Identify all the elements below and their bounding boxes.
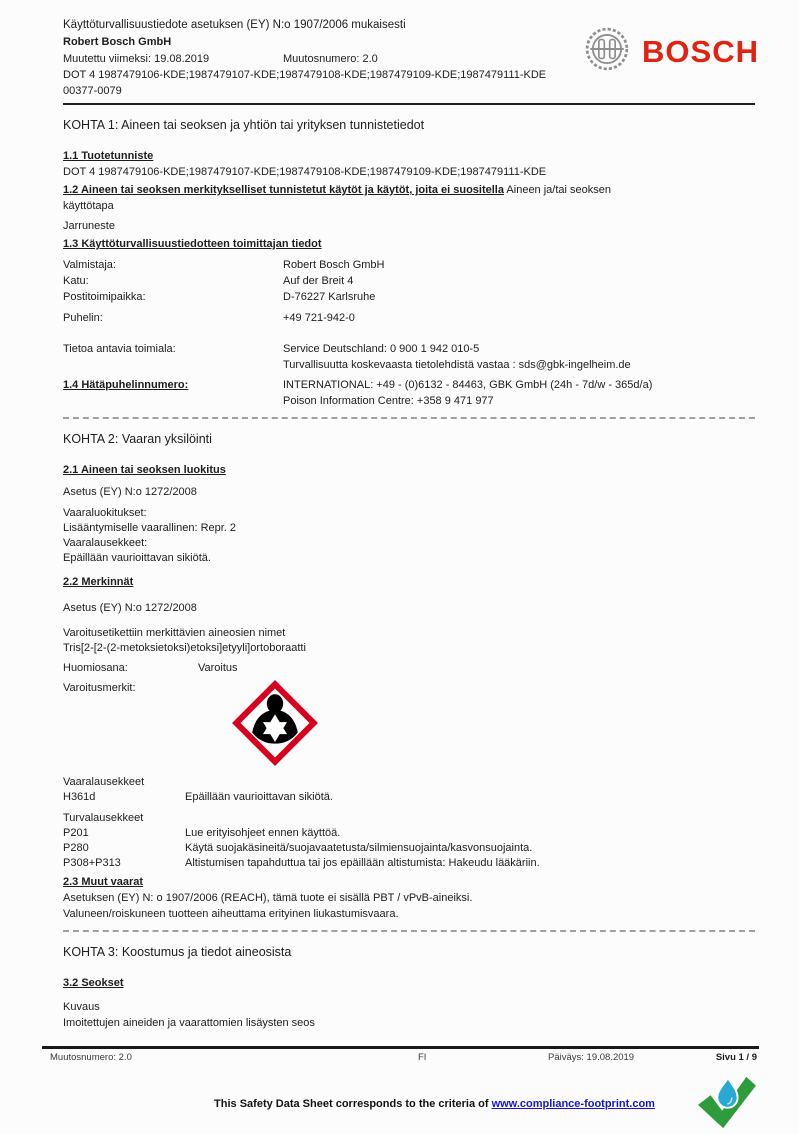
description-value: Imoitettujen aineiden ja vaarattomien lisäysten seos <box>63 1017 315 1029</box>
other-hazards-line1: Asetuksen (EY) N: o 1907/2006 (REACH), tämä tuote ei sisällä PBT / vPvB-aineiksi. <box>63 892 473 904</box>
section1-2-suffix: Aineen ja/tai seoksen <box>506 184 611 196</box>
supplier-label: Valmistaja: <box>63 259 116 271</box>
emergency-international: INTERNATIONAL: +49 - (0)6132 - 84463, GBK GmbH (24h - 7d/w - 365d/a) <box>283 379 653 391</box>
precaution-text: Altistumisen tapahduttua tai jos epäillään altistumista: Hakeudu lääkäriin. <box>185 857 540 869</box>
phone-value: +49 721-942-0 <box>283 312 355 324</box>
section1-2-title: 1.2 Aineen tai seoksen merkitykselliset tunnistetut käytöt ja käytöt, joita ei suositella <box>63 184 504 196</box>
hazard-statements-title: Vaaralausekkeet <box>63 776 145 788</box>
revised-date: Muutettu viimeksi: 19.08.2019 <box>63 53 210 65</box>
footer-language: FI <box>418 1052 427 1063</box>
section-divider <box>63 930 755 932</box>
precaution-text: Lue erityisohjeet ennen käyttöä. <box>185 827 341 839</box>
city-value: D-76227 Karlsruhe <box>283 291 376 303</box>
other-hazards-line2: Valuneen/roiskuneen tuotteen aiheuttama erityinen liukastumisvaara. <box>63 908 399 920</box>
use-of-substance: Jarruneste <box>63 220 115 232</box>
section1-title: KOHTA 1: Aineen tai seoksen ja yhtiön tai yrityksen tunnistetiedot <box>63 118 425 132</box>
hazard-label: Vaaralausekkeet: <box>63 537 148 549</box>
safety-contact-email: Turvallisuutta koskevaasta tietolehdistä vastaa : sds@gbk-ingelheim.de <box>283 359 631 371</box>
precaution-row <box>63 826 755 841</box>
section1-1-title: 1.1 Tuotetunniste <box>63 150 154 162</box>
precaution-title: Turvalausekkeet <box>63 812 144 824</box>
section2-title: KOHTA 2: Vaaran yksilöinti <box>63 432 212 446</box>
page-footer <box>50 1052 757 1063</box>
footer-divider <box>42 1046 759 1049</box>
bosch-wordmark: BOSCH <box>642 33 759 69</box>
supplier-row <box>63 257 755 273</box>
precaution-text: Käytä suojakäsineitä/suojavaatetusta/silmiensuojainta/kasvonsuojainta. <box>185 842 533 854</box>
section3-title: KOHTA 3: Koostumus ja tiedot aineosista <box>63 945 292 959</box>
section2-2-title: 2.2 Merkinnät <box>63 576 134 588</box>
compliance-statement <box>70 1098 799 1110</box>
section2-1-title: 2.1 Aineen tai seoksen luokitus <box>63 464 226 476</box>
label-components-value: Tris[2-[2-(2-metoksietoksi)etoksi]etyyli]ortoboraatti <box>63 642 306 654</box>
footer-change-number: Muutosnumero: 2.0 <box>50 1052 132 1063</box>
header-divider <box>63 103 755 105</box>
change-number: Muutosnumero: 2.0 <box>283 53 378 65</box>
section1-3-title: 1.3 Käyttöturvallisuustiedotteen toimittajan tiedot <box>63 238 322 250</box>
classification-label: Vaaraluokitukset: <box>63 507 147 519</box>
supplier-value: Robert Bosch GmbH <box>283 259 385 271</box>
signal-word-row <box>63 660 755 676</box>
label-components-intro: Varoitusetikettiin merkittävien aineosien nimet <box>63 627 286 639</box>
signal-word: Varoitus <box>198 662 238 674</box>
supplier-row <box>63 273 755 289</box>
signal-word-label: Huomiosana: <box>63 662 128 674</box>
product-identifier: DOT 4 1987479106-KDE;1987479107-KDE;1987479108-KDE;1987479109-KDE;1987479111-KDE <box>63 166 547 178</box>
clp-regulation: Asetus (EY) N:o 1272/2008 <box>63 486 197 498</box>
service-phone: Service Deutschland: 0 900 1 942 010-5 <box>283 343 480 355</box>
info-department-row <box>63 341 755 373</box>
clp-regulation-2: Asetus (EY) N:o 1272/2008 <box>63 602 197 614</box>
section3-2-title: 3.2 Seokset <box>63 977 124 989</box>
section2-3-title: 2.3 Muut vaarat <box>63 876 144 888</box>
ghs08-health-hazard-icon <box>232 680 318 771</box>
street-label: Katu: <box>63 275 89 287</box>
product-codes: DOT 4 1987479106-KDE;1987479107-KDE;1987479108-KDE;1987479109-KDE;1987479111-KDE <box>63 69 547 81</box>
footer-page-number: Sivu 1 / 9 <box>715 1052 757 1063</box>
emergency-phone-row <box>63 377 755 409</box>
info-department-label: Tietoa antavia toimiala: <box>63 343 176 355</box>
precaution-code: P201 <box>63 827 89 839</box>
pictogram-row <box>63 680 755 771</box>
company-name: Robert Bosch GmbH <box>63 36 172 48</box>
document-header <box>63 16 759 99</box>
precaution-code: P280 <box>63 842 89 854</box>
hazard-statement-row <box>63 790 755 805</box>
pictogram-label: Varoitusmerkit: <box>63 682 136 694</box>
street-value: Auf der Breit 4 <box>283 275 354 287</box>
precaution-row <box>63 856 755 871</box>
poison-centre: Poison Information Centre: +358 9 471 977 <box>283 395 494 407</box>
hazard-code: H361d <box>63 791 96 803</box>
bosch-armature-icon <box>584 26 630 77</box>
supplier-row <box>63 289 755 305</box>
footer-date: Päiväys: 19.08.2019 <box>548 1052 635 1063</box>
classification-value: Lisääntymiselle vaarallinen: Repr. 2 <box>63 522 237 534</box>
document-number: 00377-0079 <box>63 85 122 97</box>
supplier-row <box>63 310 755 326</box>
compliance-link[interactable]: www.compliance-footprint.com <box>491 1098 655 1110</box>
section1-4-title: 1.4 Hätäpuhelinnumero: <box>63 379 189 391</box>
compliance-text: This Safety Data Sheet corresponds to the criteria of <box>214 1098 492 1110</box>
regulation-title: Käyttöturvallisuustiedote asetuksen (EY) N:o 1907/2006 mukaisesti <box>63 19 406 31</box>
phone-label: Puhelin: <box>63 312 103 324</box>
description-label: Kuvaus <box>63 1001 100 1013</box>
bosch-logo <box>584 26 759 77</box>
hazard-text: Epäillään vaurioittavan sikiötä. <box>185 791 333 803</box>
city-label: Postitoimipaikka: <box>63 291 146 303</box>
precaution-row <box>63 841 755 856</box>
hazard-value: Epäillään vaurioittavan sikiötä. <box>63 552 211 564</box>
precaution-code: P308+P313 <box>63 857 121 869</box>
section-divider <box>63 417 755 419</box>
section1-2-suffix-cont: käyttötapa <box>63 200 114 212</box>
